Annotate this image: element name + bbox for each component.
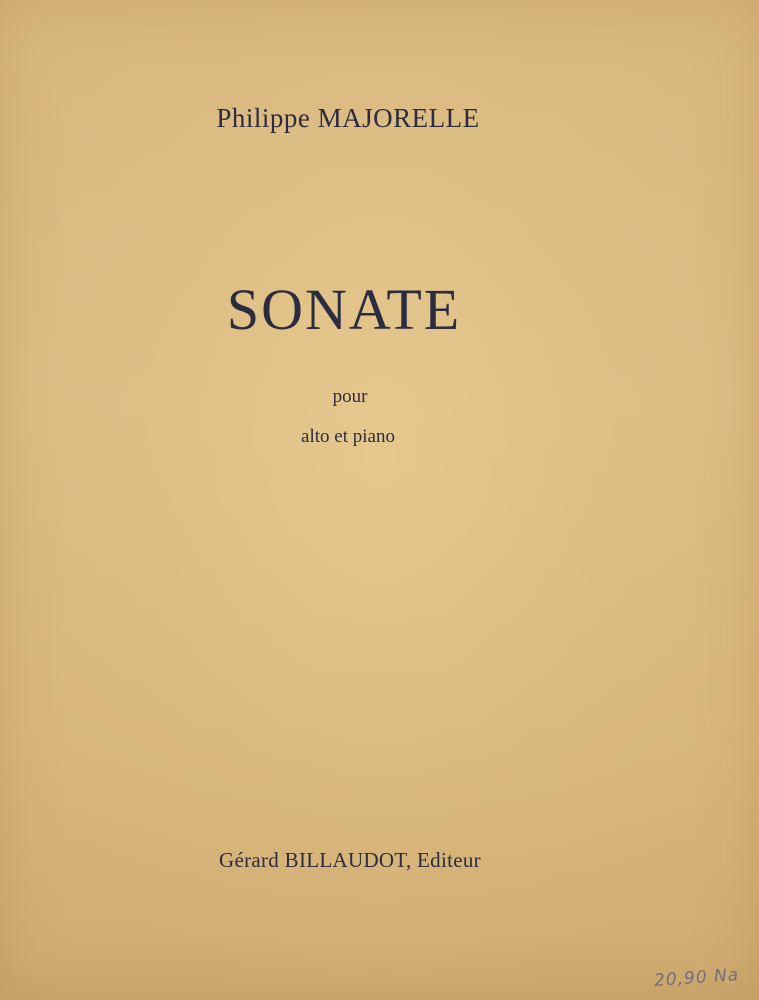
composer-name: Philippe MAJORELLE bbox=[216, 103, 480, 133]
publisher-name: Gérard BILLAUDOT, Editeur bbox=[219, 848, 481, 872]
pour-text: pour bbox=[332, 386, 368, 407]
handwritten-price-note: 20,90 Na bbox=[653, 965, 740, 991]
instrumentation: alto et piano bbox=[301, 426, 395, 447]
work-title: SONATE bbox=[226, 277, 462, 342]
